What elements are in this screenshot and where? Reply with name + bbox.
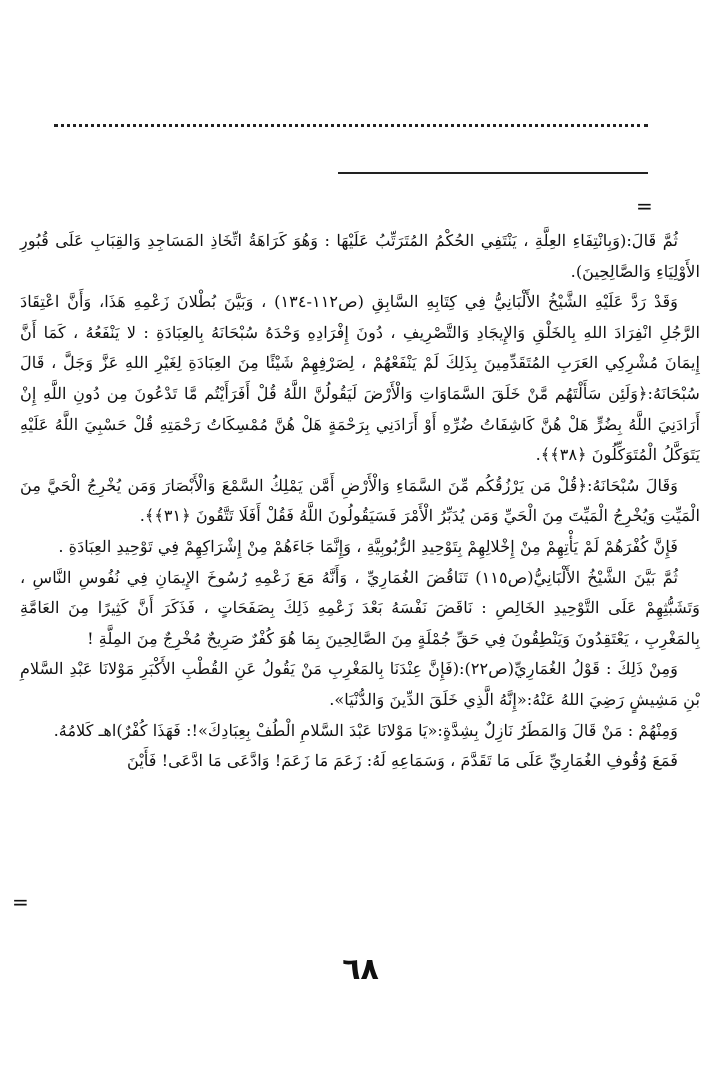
paragraph-7: وَمِنْهُمْ : مَنْ قَالَ وَالمَطَرُ نَازِلٌ بِشِدَّةٍ:«يَا مَوْلانَا عَبْدَ السَّلامِ الْطُفْ بِعِبَادِكَ»!: فَهَذَا كُفْرٌ)اهـ كَلامُهُ. (53, 720, 678, 740)
paragraph-5: ثُمَّ بَيَّنَ الشَّيْخُ الأَلْبَانِيُّ(ص١١٥) تَنَاقُضَ الغُمَارِيِّ ، وَأَنَّهُ مَعَ زَعْمِهِ رُسُوخَ الإِيمَانِ فِي نُفُوسِ النَّاسِ ، وَتَشَبُّثِهِمْ عَلَى التَّوْحِيدِ الخَالِصِ : نَاقَضَ نَفْسَهُ بَعْدَ زَعْمِهِ ذَلِكَ بِصَفَحَاتٍ ، فَذَكَرَ أَنَّ كَثِيرًا مِنَ العَامَّةِ بِالمَغْرِبِ ، يَعْتَقِدُونَ وَيَنْطِقُونَ فِي حَقِّ جُمْلَةٍ مِنَ الصَّالِحِينَ بِمَا هُوَ كُفْرٌ صَرِيحٌ مُخْرِجٌ مِنَ المِلَّةِ ! (20, 567, 700, 648)
paragraph-8: فَمَعَ وُقُوفِ الغُمَارِيِّ عَلَى مَا تَقَدَّمَ ، وَسَمَاعِهِ لَهُ: زَعَمَ مَا زَعَمَ! وَادَّعَى مَا ادَّعَى! فَأَيْنَ (127, 751, 678, 771)
continuation-mark-bottom: = (12, 890, 29, 914)
paragraph-6: وَمِنْ ذَلِكَ : قَوْلُ الغُمَارِيِّ(ص٢٢):(فَإِنَّ عِنْدَنَا بِالمَغْرِبِ مَنْ يَقُولُ عَنِ القُطْبِ الأَكْبَرِ مَوْلانَا عَبْدِ السَّلامِ بْنِ مَشِيشٍ رَضِيَ اللهُ عَنْهُ:«إِنَّهُ الَّذِي خَلَقَ الدِّينَ وَالدُّنْيَا». (20, 659, 700, 709)
dotted-separator (54, 124, 648, 127)
continuation-mark-top: = (636, 194, 653, 218)
footnote-rule (338, 172, 648, 174)
paragraph-4: فَإِنَّ كُفْرَهُمْ لَمْ يَأْتِهِمْ مِنْ إِخْلالِهِمْ بِتَوْحِيدِ الرُّبُوبِيَّةِ ، وَإِنَّمَا جَاءَهُمْ مِنْ إِشْرَاكِهِمْ فِي تَوْحِيدِ العِبَادَةِ . (58, 536, 678, 556)
paragraph-2: وَقَدْ رَدَّ عَلَيْهِ الشَّيْخُ الأَلْبَانِيُّ فِي كِتَابِهِ السَّابِقِ (ص١١٢-١٣٤) ، وَبَيَّنَ بُطْلانَ زَعْمِهِ هَذَا، وَأَنَّ اعْتِقَادَ الرَّجُلِ انْفِرَادَ اللهِ بِالخَلْقِ وَالإِيجَادِ وَالتَّصْرِيفِ ، دُونَ إِفْرَادِهِ وَحْدَهُ سُبْحَانَهُ بِالعِبَادَةِ : لا يَنْفَعُهُ ، كَمَا أَنَّ إِيمَانَ مُشْرِكِي العَرَبِ المُتَقَدِّمِينَ بِذَلِكَ لَمْ يَنْفَعْهُمْ ، لِصَرْفِهِمْ شَيْئًا مِنَ العِبَادَةِ لِغَيْرِ اللهِ عَزَّ وَجَلَّ ، قَالَ سُبْحَانَهُ:﴿وَلَئِن سَأَلْتَهُم مَّنْ خَلَقَ السَّمَاوَاتِ وَالْأَرْضَ لَيَقُولُنَّ اللَّهُ قُلْ أَفَرَأَيْتُم مَّا تَدْعُونَ مِن دُونِ اللَّهِ إِنْ أَرَادَنِيَ اللَّهُ بِضُرٍّ هَلْ هُنَّ كَاشِفَاتُ ضُرِّهِ أَوْ أَرَادَنِي بِرَحْمَةٍ هَلْ هُنَّ مُمْسِكَاتُ رَحْمَتِهِ قُلْ حَسْبِيَ اللَّهُ عَلَيْهِ يَتَوَكَّلُ الْمُتَوَكِّلُونَ ﴿٣٨﴾﴾. (20, 292, 700, 465)
footnote-body (20, 226, 700, 777)
paragraph-3: وَقَالَ سُبْحَانَهُ:﴿قُلْ مَن يَرْزُقُكُم مِّنَ السَّمَاءِ وَالْأَرْضِ أَمَّن يَمْلِكُ السَّمْعَ وَالْأَبْصَارَ وَمَن يُخْرِجُ الْحَيَّ مِنَ الْمَيِّتِ وَيُخْرِجُ الْمَيِّتَ مِنَ الْحَيِّ وَمَن يُدَبِّرُ الْأَمْرَ فَسَيَقُولُونَ اللَّهُ فَقُلْ أَفَلَا تَتَّقُونَ ﴿٣١﴾﴾. (20, 475, 700, 526)
page-number: ٦٨ (342, 952, 379, 987)
paragraph-1: ثُمَّ قَالَ:(وَبِانْتِفَاءِ العِلَّةِ ، يَنْتَفِي الحُكْمُ المُتَرَتِّبُ عَلَيْهَا : وَهُوَ كَرَاهَةُ اتِّخَاذِ المَسَاجِدِ وَالقِبَابِ عَلَى قُبُورِ الأَوْلِيَاءِ وَالصَّالِحِينَ). (20, 231, 700, 281)
